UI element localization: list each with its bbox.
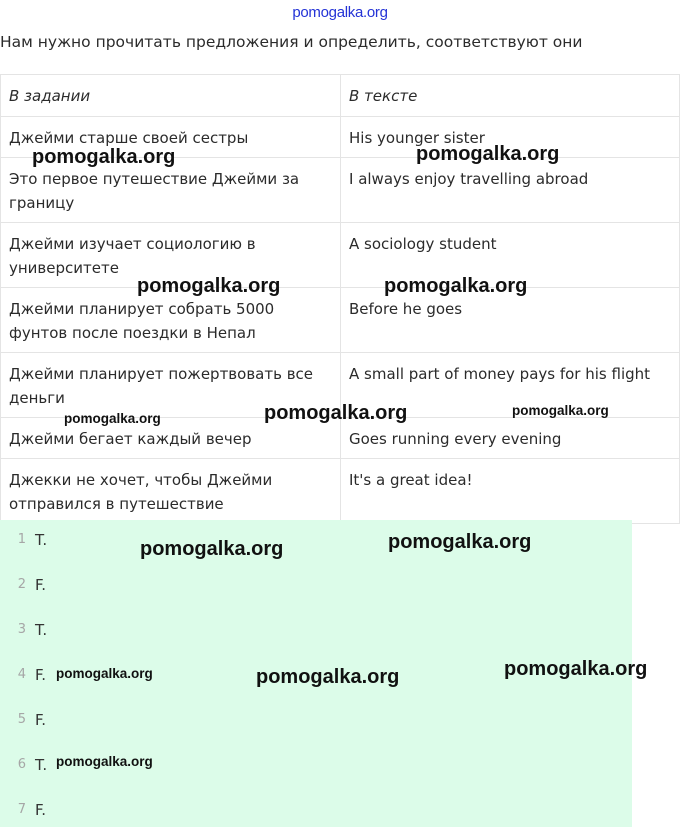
answer-number: 3 [17, 622, 26, 637]
watermark: pomogalka.org [56, 666, 153, 681]
table-cell-text: It's a great idea! [341, 459, 680, 524]
table-cell-text: A sociology student [341, 223, 680, 288]
table-row [1, 223, 680, 288]
answer-value: T. [35, 531, 48, 549]
answer-value: F. [35, 711, 46, 729]
answer-number: 5 [17, 712, 26, 727]
answer-value: T. [35, 621, 48, 639]
answer-value: F. [35, 801, 46, 819]
comparison-table [0, 74, 680, 524]
answer-value: T. [35, 756, 48, 774]
answer-number: 7 [17, 802, 26, 817]
watermark: pomogalka.org [140, 538, 284, 560]
watermark: pomogalka.org [56, 754, 153, 769]
watermark: pomogalka.org [388, 531, 532, 553]
answer-value: F. [35, 666, 46, 684]
watermark: pomogalka.org [137, 275, 281, 297]
answer-number: 4 [17, 667, 26, 682]
answer-number: 2 [17, 577, 26, 592]
table-cell-task: Джейми изучает социологию в университете [1, 223, 341, 288]
table-cell-task: Джейми бегает каждый вечер [1, 418, 341, 459]
table-cell-task: Джейми старше своей сестры [1, 117, 341, 158]
watermark: pomogalka.org [264, 402, 408, 424]
watermark: pomogalka.org [256, 666, 400, 688]
answer-value: F. [35, 576, 46, 594]
site-name[interactable]: pomogalka.org [292, 4, 388, 21]
table-row [1, 288, 680, 353]
watermark: pomogalka.org [64, 411, 161, 426]
table-cell-text: His younger sister [341, 117, 680, 158]
column-header-task: В задании [1, 75, 341, 117]
table-header-row [1, 75, 680, 117]
answer-number: 6 [17, 757, 26, 772]
table-cell-text: Before he goes [341, 288, 680, 353]
intro-text: Нам нужно прочитать предложения и определить, соответствуют они [0, 33, 583, 51]
watermark: pomogalka.org [512, 403, 609, 418]
site-header [0, 0, 680, 24]
table-cell-task: Джекки не хочет, чтобы Джейми отправился в путешествие [1, 459, 341, 524]
table-cell-task: Это первое путешествие Джейми за границу [1, 158, 341, 223]
watermark: pomogalka.org [504, 658, 648, 680]
watermark: pomogalka.org [416, 143, 560, 165]
watermark: pomogalka.org [384, 275, 528, 297]
table-cell-task: Джейми планирует собрать 5000 фунтов после поездки в Непал [1, 288, 341, 353]
table-cell-text: Goes running every evening [341, 418, 680, 459]
watermark: pomogalka.org [32, 146, 176, 168]
table-cell-text: I always enjoy travelling abroad [341, 158, 680, 223]
answer-number: 1 [17, 532, 26, 547]
table-cell-text: A small part of money pays for his flight [341, 353, 680, 418]
column-header-text: В тексте [341, 75, 680, 117]
table-cell-task: Джейми планирует пожертвовать все деньги [1, 353, 341, 418]
table-row [1, 459, 680, 524]
